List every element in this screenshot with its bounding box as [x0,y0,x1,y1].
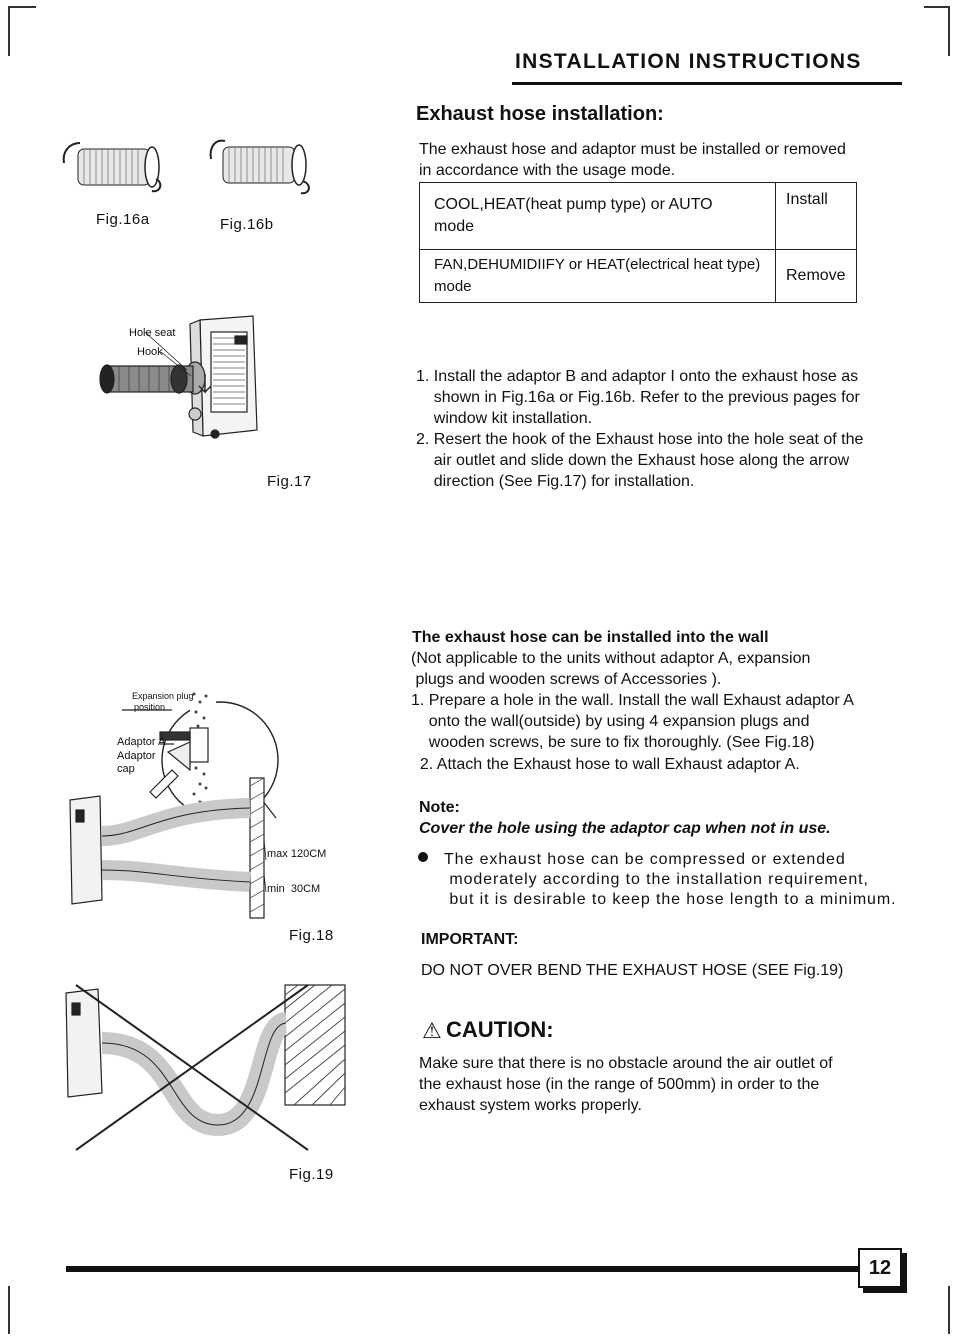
section-title: Exhaust hose installation: [416,103,664,125]
page-header-title: INSTALLATION INSTRUCTIONS [515,50,862,73]
table-row [420,183,857,250]
fig16b-hose-illustration [205,135,320,195]
wall-line: wooden screws, be sure to fix thoroughly. (See Fig.18) [411,734,815,751]
min-length-label: min 30CM [267,883,321,895]
mode-text: COOL,HEAT(heat pump type) or AUTO [434,196,713,213]
intro-line-1: The exhaust hose and adaptor must be installed or removed [419,141,846,158]
fig19-label: Fig.19 [289,1166,334,1183]
wall-line: plugs and wooden screws of Accessories ). [411,671,722,688]
mode-text: mode [434,278,472,295]
fig17-unit-illustration [95,312,270,440]
mode-cell [420,183,776,250]
caution-label: CAUTION: [446,1017,554,1042]
adaptor-a-label: Adaptor A [117,736,166,748]
fig16b-label: Fig.16b [220,216,274,233]
step-2-line: direction (See Fig.17) for installation. [416,473,695,490]
step-1-line: 1. Install the adaptor B and adaptor I onto the exhaust hose as [416,368,859,385]
mode-table [419,182,857,303]
adaptor-cap-label: Adaptor [117,750,156,762]
bullet-dot [418,852,428,862]
bullet-line: The exhaust hose can be compressed or extended [444,851,846,868]
footer-rule [66,1266,898,1272]
expansion-plug-label: position [134,702,166,712]
important-text: DO NOT OVER BEND THE EXHAUST HOSE (SEE Fig.19) [421,962,844,979]
action-cell: Remove [776,250,857,303]
crop-mark [8,1286,10,1334]
header-rule [512,82,902,85]
note-text: Cover the hole using the adaptor cap when not in use. [419,820,831,837]
bullet-line: moderately according to the installation requirement, [444,871,869,888]
wall-line: (Not applicable to the units without adaptor A, expansion [411,650,811,667]
crop-mark [948,1286,950,1334]
warning-triangle-icon: ⚠ [422,1018,442,1043]
fig16a-hose-illustration [60,135,170,195]
page-number: 12 [858,1248,902,1288]
fig18-wall-illustration [60,660,360,920]
step-1-line: window kit installation. [416,410,593,427]
wall-line: onto the wall(outside) by using 4 expansion plugs and [411,713,810,730]
important-label: IMPORTANT: [421,931,519,948]
mode-cell [420,250,776,303]
mode-text: FAN,DEHUMIDIIFY or HEAT(electrical heat type) [434,256,761,273]
intro-line-2: in accordance with the usage mode. [419,162,676,179]
fig17-label: Fig.17 [267,473,312,490]
max-length-label: max 120CM [267,848,327,860]
crop-mark [8,6,10,56]
wall-line: 2. Attach the Exhaust hose to wall Exhaust adaptor A. [411,756,800,773]
step-1-line: shown in Fig.16a or Fig.16b. Refer to the previous pages for [416,389,860,406]
fig18-label: Fig.18 [289,927,334,944]
crop-mark [924,6,950,8]
note-label: Note: [419,799,460,816]
wall-line: 1. Prepare a hole in the wall. Install the wall Exhaust adaptor A [411,692,854,709]
mode-text: mode [434,218,475,235]
expansion-plug-label: Expansion plug [132,691,194,701]
step-2-line: 2. Resert the hook of the Exhaust hose into the hole seat of the [416,431,864,448]
wall-section-title: The exhaust hose can be installed into the wall [412,629,769,646]
hook-label: Hook [137,346,163,358]
adaptor-cap-label: cap [117,763,135,775]
caution-line: Make sure that there is no obstacle around the air outlet of [419,1055,833,1072]
fig19-overbend-illustration [58,985,358,1160]
crop-mark [8,6,36,8]
table-row [420,250,857,303]
caution-line: exhaust system works properly. [419,1097,642,1114]
hole-seat-label: Hole seat [129,327,176,339]
action-cell: Install [776,183,857,250]
fig16a-label: Fig.16a [96,211,150,228]
crop-mark [948,6,950,56]
step-2-line: air outlet and slide down the Exhaust hose along the arrow [416,452,850,469]
bullet-line: but it is desirable to keep the hose length to a minimum. [444,891,897,908]
caution-line: the exhaust hose (in the range of 500mm) in order to the [419,1076,820,1093]
